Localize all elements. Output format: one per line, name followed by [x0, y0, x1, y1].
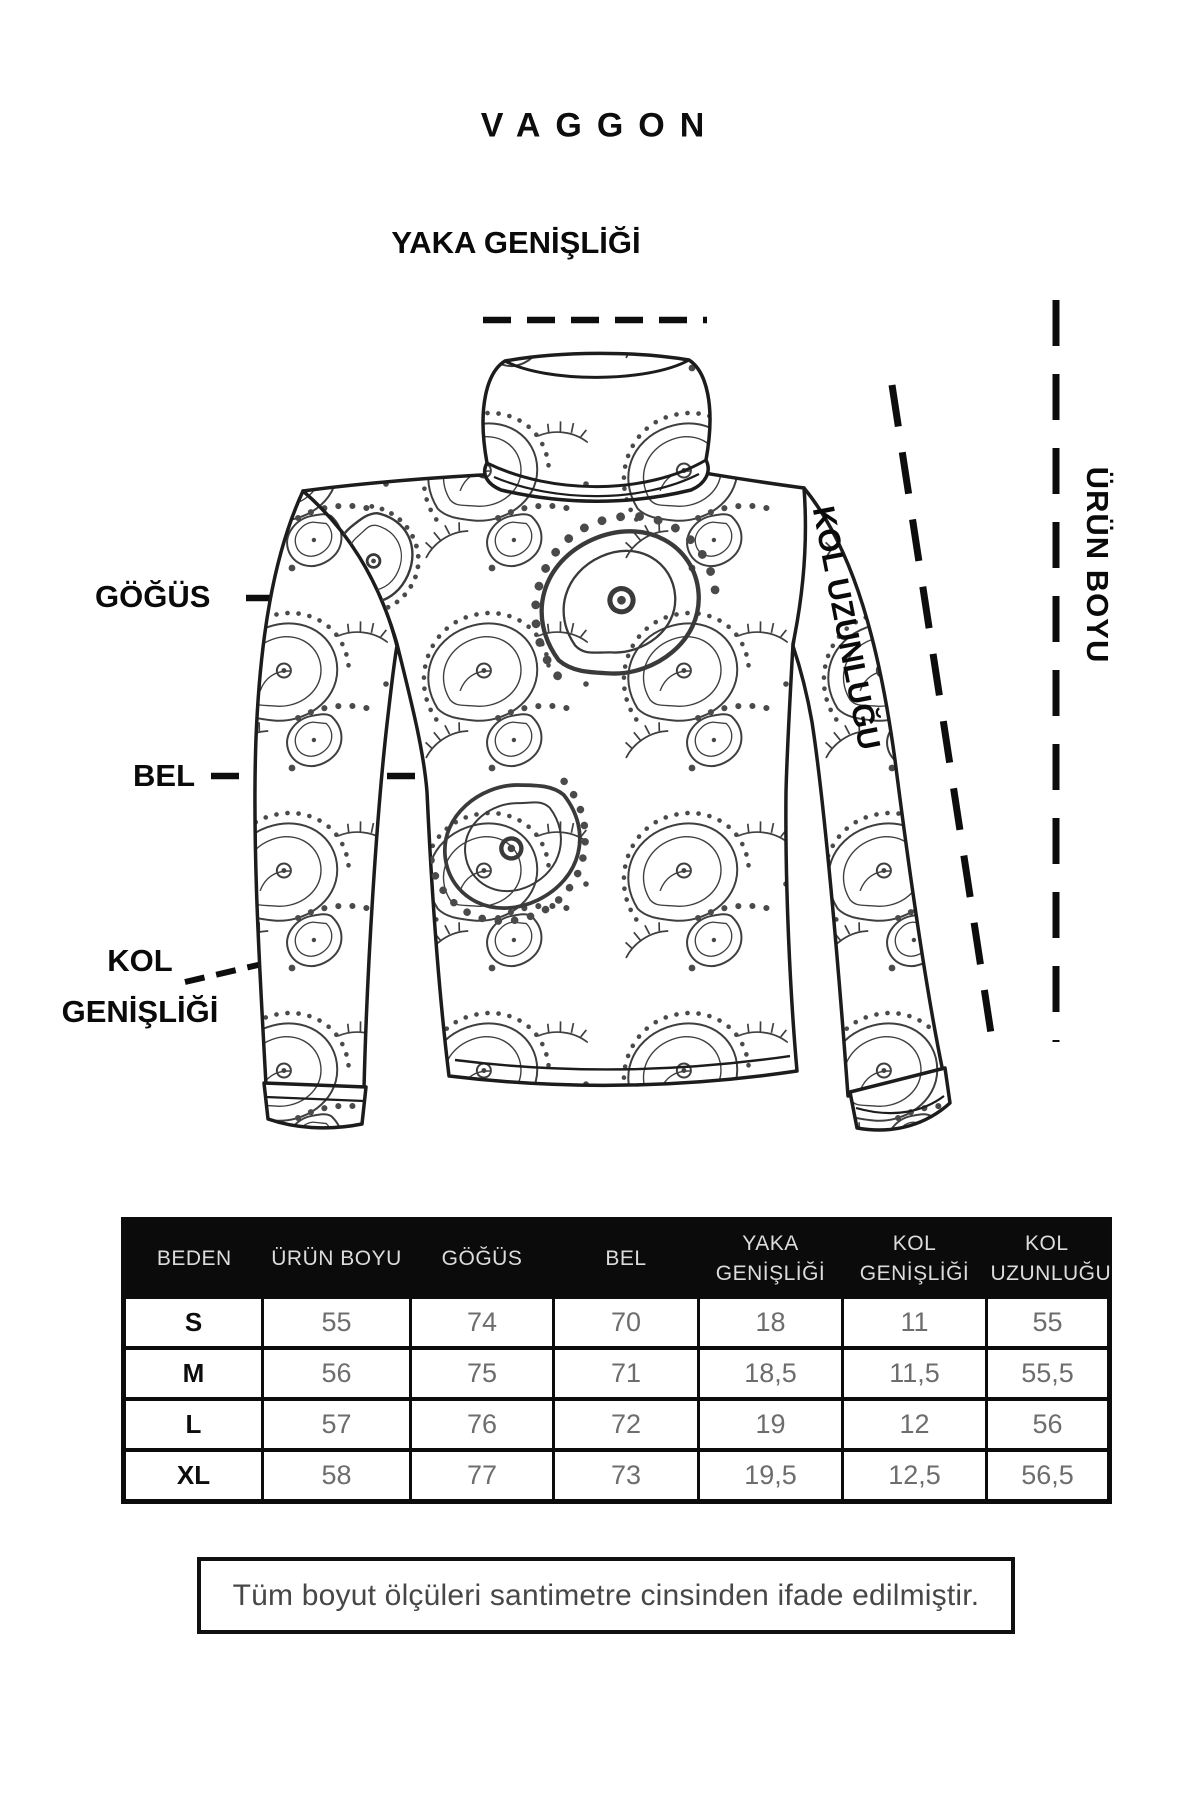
- header-urun-boyu: ÜRÜN BOYU: [263, 1220, 411, 1298]
- value-cell: 57: [263, 1399, 411, 1450]
- value-cell: 72: [554, 1399, 699, 1450]
- waist-label: BEL: [133, 758, 195, 793]
- collar: [483, 353, 710, 501]
- value-cell: 56: [263, 1348, 411, 1399]
- value-cell: 18,5: [699, 1348, 843, 1399]
- product-length-label: ÜRÜN BOYU: [1080, 466, 1115, 664]
- garment-sketch: [255, 353, 950, 1130]
- header-beden: BEDEN: [124, 1220, 263, 1298]
- value-cell: 19,5: [699, 1450, 843, 1502]
- left-cuff: [264, 1083, 366, 1128]
- header-kol-uzunlugu: KOL UZUNLUĞU: [987, 1220, 1110, 1298]
- value-cell: 12,5: [843, 1450, 987, 1502]
- value-cell: 73: [554, 1450, 699, 1502]
- value-cell: 71: [554, 1348, 699, 1399]
- header-gogus: GÖĞÜS: [411, 1220, 554, 1298]
- header-yaka-genisligi: YAKA GENİŞLİĞİ: [699, 1220, 843, 1298]
- size-cell: XL: [124, 1450, 263, 1502]
- footer-note-box: [197, 1557, 1015, 1634]
- value-cell: 55,5: [987, 1348, 1110, 1399]
- value-cell: 55: [987, 1297, 1110, 1348]
- table-row-s: [124, 1297, 1110, 1348]
- value-cell: 12: [843, 1399, 987, 1450]
- brand-logo: VAGGON: [480, 106, 720, 145]
- value-cell: 70: [554, 1297, 699, 1348]
- right-sleeve: [793, 488, 943, 1096]
- value-cell: 77: [411, 1450, 554, 1502]
- value-cell: 18: [699, 1297, 843, 1348]
- footer-note: Tüm boyut ölçüleri santimetre cinsinden ifade edilmiştir.: [232, 1578, 980, 1612]
- value-cell: 76: [411, 1399, 554, 1450]
- sleeve-length-label: KOL UZUNLUĞU: [805, 503, 888, 753]
- table-row-m: [124, 1348, 1110, 1399]
- value-cell: 74: [411, 1297, 554, 1348]
- header-kol-genisligi: KOL GENİŞLİĞİ: [843, 1220, 987, 1298]
- size-table: [121, 1217, 1112, 1504]
- size-table-header-row: [124, 1220, 1110, 1298]
- value-cell: 55: [263, 1297, 411, 1348]
- collar-width-label: YAKA GENİŞLİĞİ: [391, 225, 641, 260]
- value-cell: 11: [843, 1297, 987, 1348]
- sleeve-width-label: KOL GENİŞLİĞİ: [61, 942, 219, 1029]
- size-cell: S: [124, 1297, 263, 1348]
- header-bel: BEL: [554, 1220, 699, 1298]
- value-cell: 58: [263, 1450, 411, 1502]
- size-cell: M: [124, 1348, 263, 1399]
- chest-label: GÖĞÜS: [95, 579, 211, 614]
- value-cell: 56: [987, 1399, 1110, 1450]
- value-cell: 75: [411, 1348, 554, 1399]
- size-cell: L: [124, 1399, 263, 1450]
- value-cell: 11,5: [843, 1348, 987, 1399]
- value-cell: 56,5: [987, 1450, 1110, 1502]
- table-row-xl: [124, 1450, 1110, 1502]
- value-cell: 19: [699, 1399, 843, 1450]
- table-row-l: [124, 1399, 1110, 1450]
